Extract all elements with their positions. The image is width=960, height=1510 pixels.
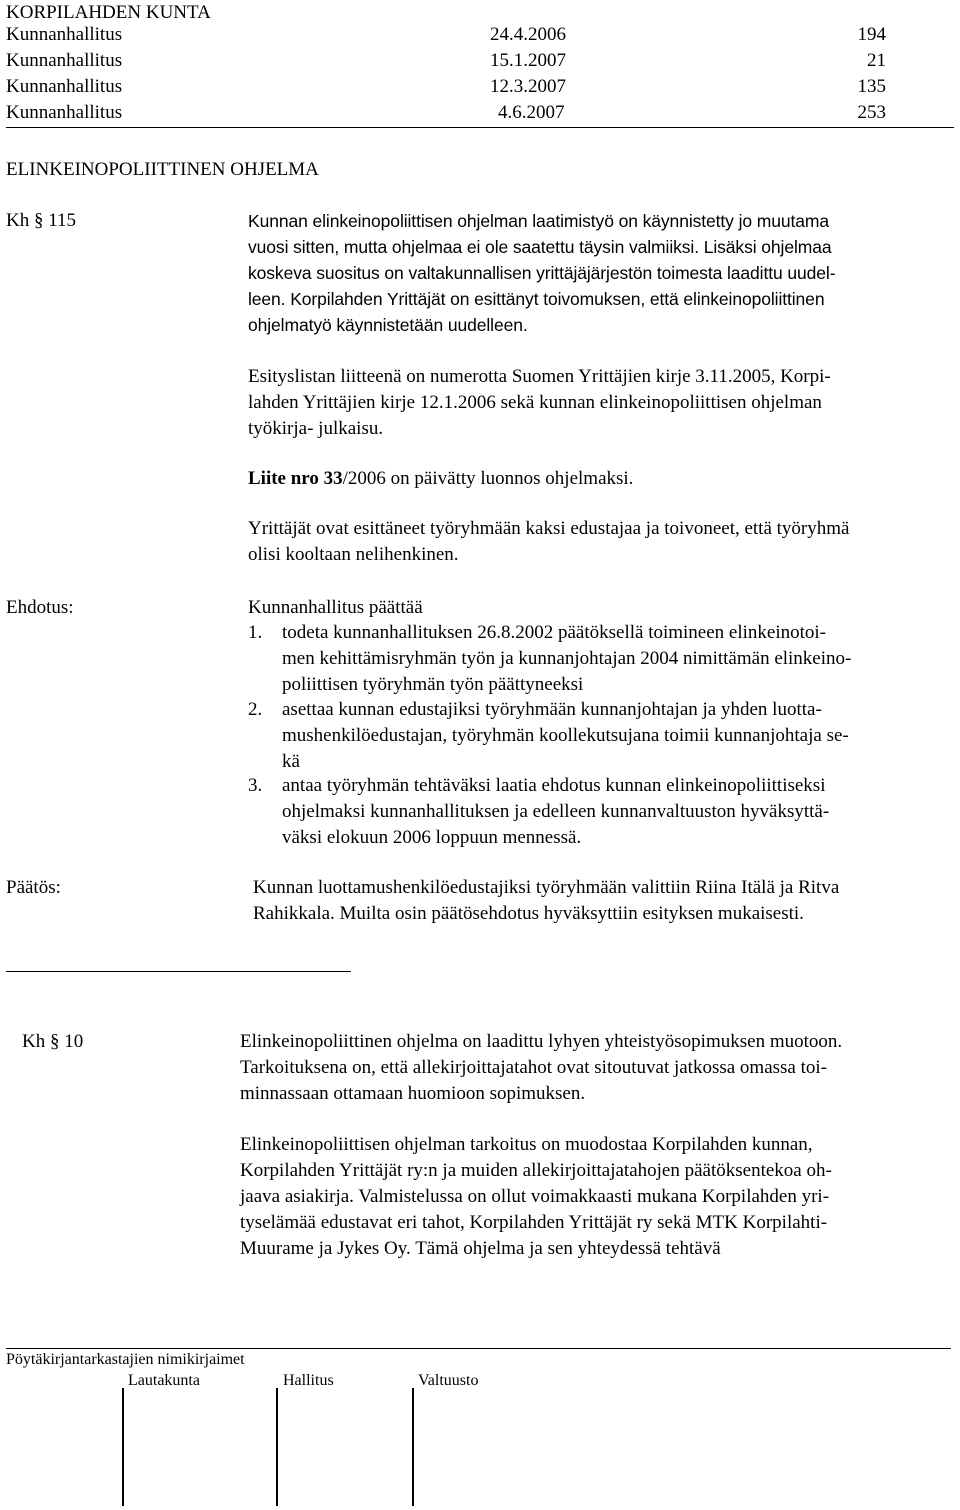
section-title: ELINKEINOPOLIITTINEN OHJELMA xyxy=(6,159,319,180)
header-body: Kunnanhallitus xyxy=(6,50,123,71)
kh10-paragraph-2 xyxy=(240,1132,832,1262)
header-rule xyxy=(6,127,954,128)
attachment-note xyxy=(248,466,633,492)
text-line: Kunnan elinkeinopoliittisen ohjelman laatimistyö on käynnistetty jo muutama xyxy=(248,211,830,231)
header-number: 253 xyxy=(857,102,886,123)
text-line: Tarkoituksena on, että allekirjoittajatahot ovat sitoutuvat jatkossa omassa toi- xyxy=(240,1057,827,1078)
text-line: asettaa kunnan edustajiksi työryhmään kunnanjohtajan ja yhden luotta- xyxy=(282,699,822,720)
decision-label: Päätös: xyxy=(6,877,61,898)
text-line: antaa työryhmän tehtäväksi laatia ehdotus kunnan elinkeinopoliittiseksi xyxy=(282,775,826,796)
header-date: 24.4.2006 xyxy=(490,24,566,45)
municipality-name: KORPILAHDEN KUNTA xyxy=(6,2,211,23)
text-line: lahden Yrittäjien kirje 12.1.2006 sekä kunnan elinkeinopoliittisen ohjelman xyxy=(248,392,822,413)
text-line: Esityslistan liitteenä on numerotta Suomen Yrittäjien kirje 3.11.2005, Korpi- xyxy=(248,366,831,387)
decision-text xyxy=(253,875,839,927)
attachment-text: /2006 on päivätty luonnos ohjelmaksi. xyxy=(342,468,634,489)
kh10-paragraph-1 xyxy=(240,1029,842,1107)
header-date: 4.6.2007 xyxy=(498,102,565,123)
footer-column-label: Hallitus xyxy=(283,1372,334,1389)
text-line: Elinkeinopoliittinen ohjelma on laadittu lyhyen yhteistyösopimuksen muotoon. xyxy=(240,1031,843,1052)
text-line: väksi elokuun 2006 loppuun mennessä. xyxy=(282,827,582,848)
header-date: 12.3.2007 xyxy=(490,76,566,97)
header-body: Kunnanhallitus xyxy=(6,102,123,123)
text-line: poliittisen työryhmän työn päättyneeksi xyxy=(282,674,584,695)
footer-column-label: Lautakunta xyxy=(128,1372,200,1389)
kh115-paragraph-3 xyxy=(248,516,849,568)
separator-line xyxy=(6,971,351,972)
text-line: Yrittäjät ovat esittäneet työryhmään kaksi edustajaa ja toivoneet, että työryhmä xyxy=(248,518,850,539)
text-line: koskeva suositus on valtakunnallisen yrittäjäjärjestön toimesta laadittu uudel- xyxy=(248,263,836,283)
text-line: ohjelmatyö käynnistetään uudelleen. xyxy=(248,315,528,335)
footer-title: Pöytäkirjantarkastajien nimikirjaimet xyxy=(6,1351,245,1368)
header-number: 194 xyxy=(857,24,886,45)
header-date: 15.1.2007 xyxy=(490,50,566,71)
text-line: Rahikkala. Muilta osin päätösehdotus hyväksyttiin esityksen mukaisesti. xyxy=(253,903,804,924)
section-label-kh115: Kh § 115 xyxy=(6,210,77,231)
text-line: leen. Korpilahden Yrittäjät on esittänyt toivomuksen, että elinkeinopoliittinen xyxy=(248,289,825,309)
item-number: 1. xyxy=(248,622,263,643)
text-line: jaava asiakirja. Valmistelussa on ollut voimakkaasti mukana Korpilahden yri- xyxy=(240,1186,830,1207)
text-line: todeta kunnanhallituksen 26.8.2002 päätöksellä toimineen elinkeinotoi- xyxy=(282,622,827,643)
signature-box-line xyxy=(122,1388,124,1506)
text-line: vuosi sitten, mutta ohjelmaa ei ole saatettu täysin valmiiksi. Lisäksi ohjelmaa xyxy=(248,237,832,257)
text-line: ohjelmaksi kunnanhallituksen ja edelleen kunnanvaltuuston hyväksyttä- xyxy=(282,801,830,822)
attachment-number: Liite nro 33 xyxy=(248,468,343,489)
proposal-label: Ehdotus: xyxy=(6,597,74,618)
text-line: mushenkilöedustajan, työryhmän koollekutsujana toimii kunnanjohtaja se- xyxy=(282,725,849,746)
text-line: Elinkeinopoliittisen ohjelman tarkoitus on muodostaa Korpilahden kunnan, xyxy=(240,1134,813,1155)
text-line: Korpilahden Yrittäjät ry:n ja muiden allekirjoittajatahojen päätöksentekoa oh- xyxy=(240,1160,832,1181)
proposal-intro: Kunnanhallitus päättää xyxy=(248,597,423,618)
signature-box-line xyxy=(412,1388,414,1506)
text-line: Muurame ja Jykes Oy. Tämä ohjelma ja sen yhteydessä tehtävä xyxy=(240,1238,721,1259)
text-line: kä xyxy=(282,751,300,772)
text-line: Kunnan luottamushenkilöedustajiksi työryhmään valittiin Riina Itälä ja Ritva xyxy=(253,877,840,898)
header-number: 135 xyxy=(857,76,886,97)
header-body: Kunnanhallitus xyxy=(6,24,123,45)
text-line: minnassaan ottamaan huomioon sopimuksen. xyxy=(240,1083,586,1104)
text-line: työkirja- julkaisu. xyxy=(248,418,384,439)
text-line: tyselämää edustavat eri tahot, Korpilahden Yrittäjät ry sekä MTK Korpilahti- xyxy=(240,1212,828,1233)
kh115-paragraph-2 xyxy=(248,364,831,442)
header-number: 21 xyxy=(867,50,886,71)
signature-box-line xyxy=(276,1388,278,1506)
item-number: 2. xyxy=(248,699,263,720)
text-line: men kehittämisryhmän työn ja kunnanjohtajan 2004 nimittämän elinkeino- xyxy=(282,648,852,669)
section-label-kh10: Kh § 10 xyxy=(22,1031,84,1052)
kh115-paragraph-1 xyxy=(248,208,835,338)
header-body: Kunnanhallitus xyxy=(6,76,123,97)
footer-column-label: Valtuusto xyxy=(418,1372,479,1389)
text-line: olisi kooltaan nelihenkinen. xyxy=(248,544,459,565)
item-number: 3. xyxy=(248,775,263,796)
